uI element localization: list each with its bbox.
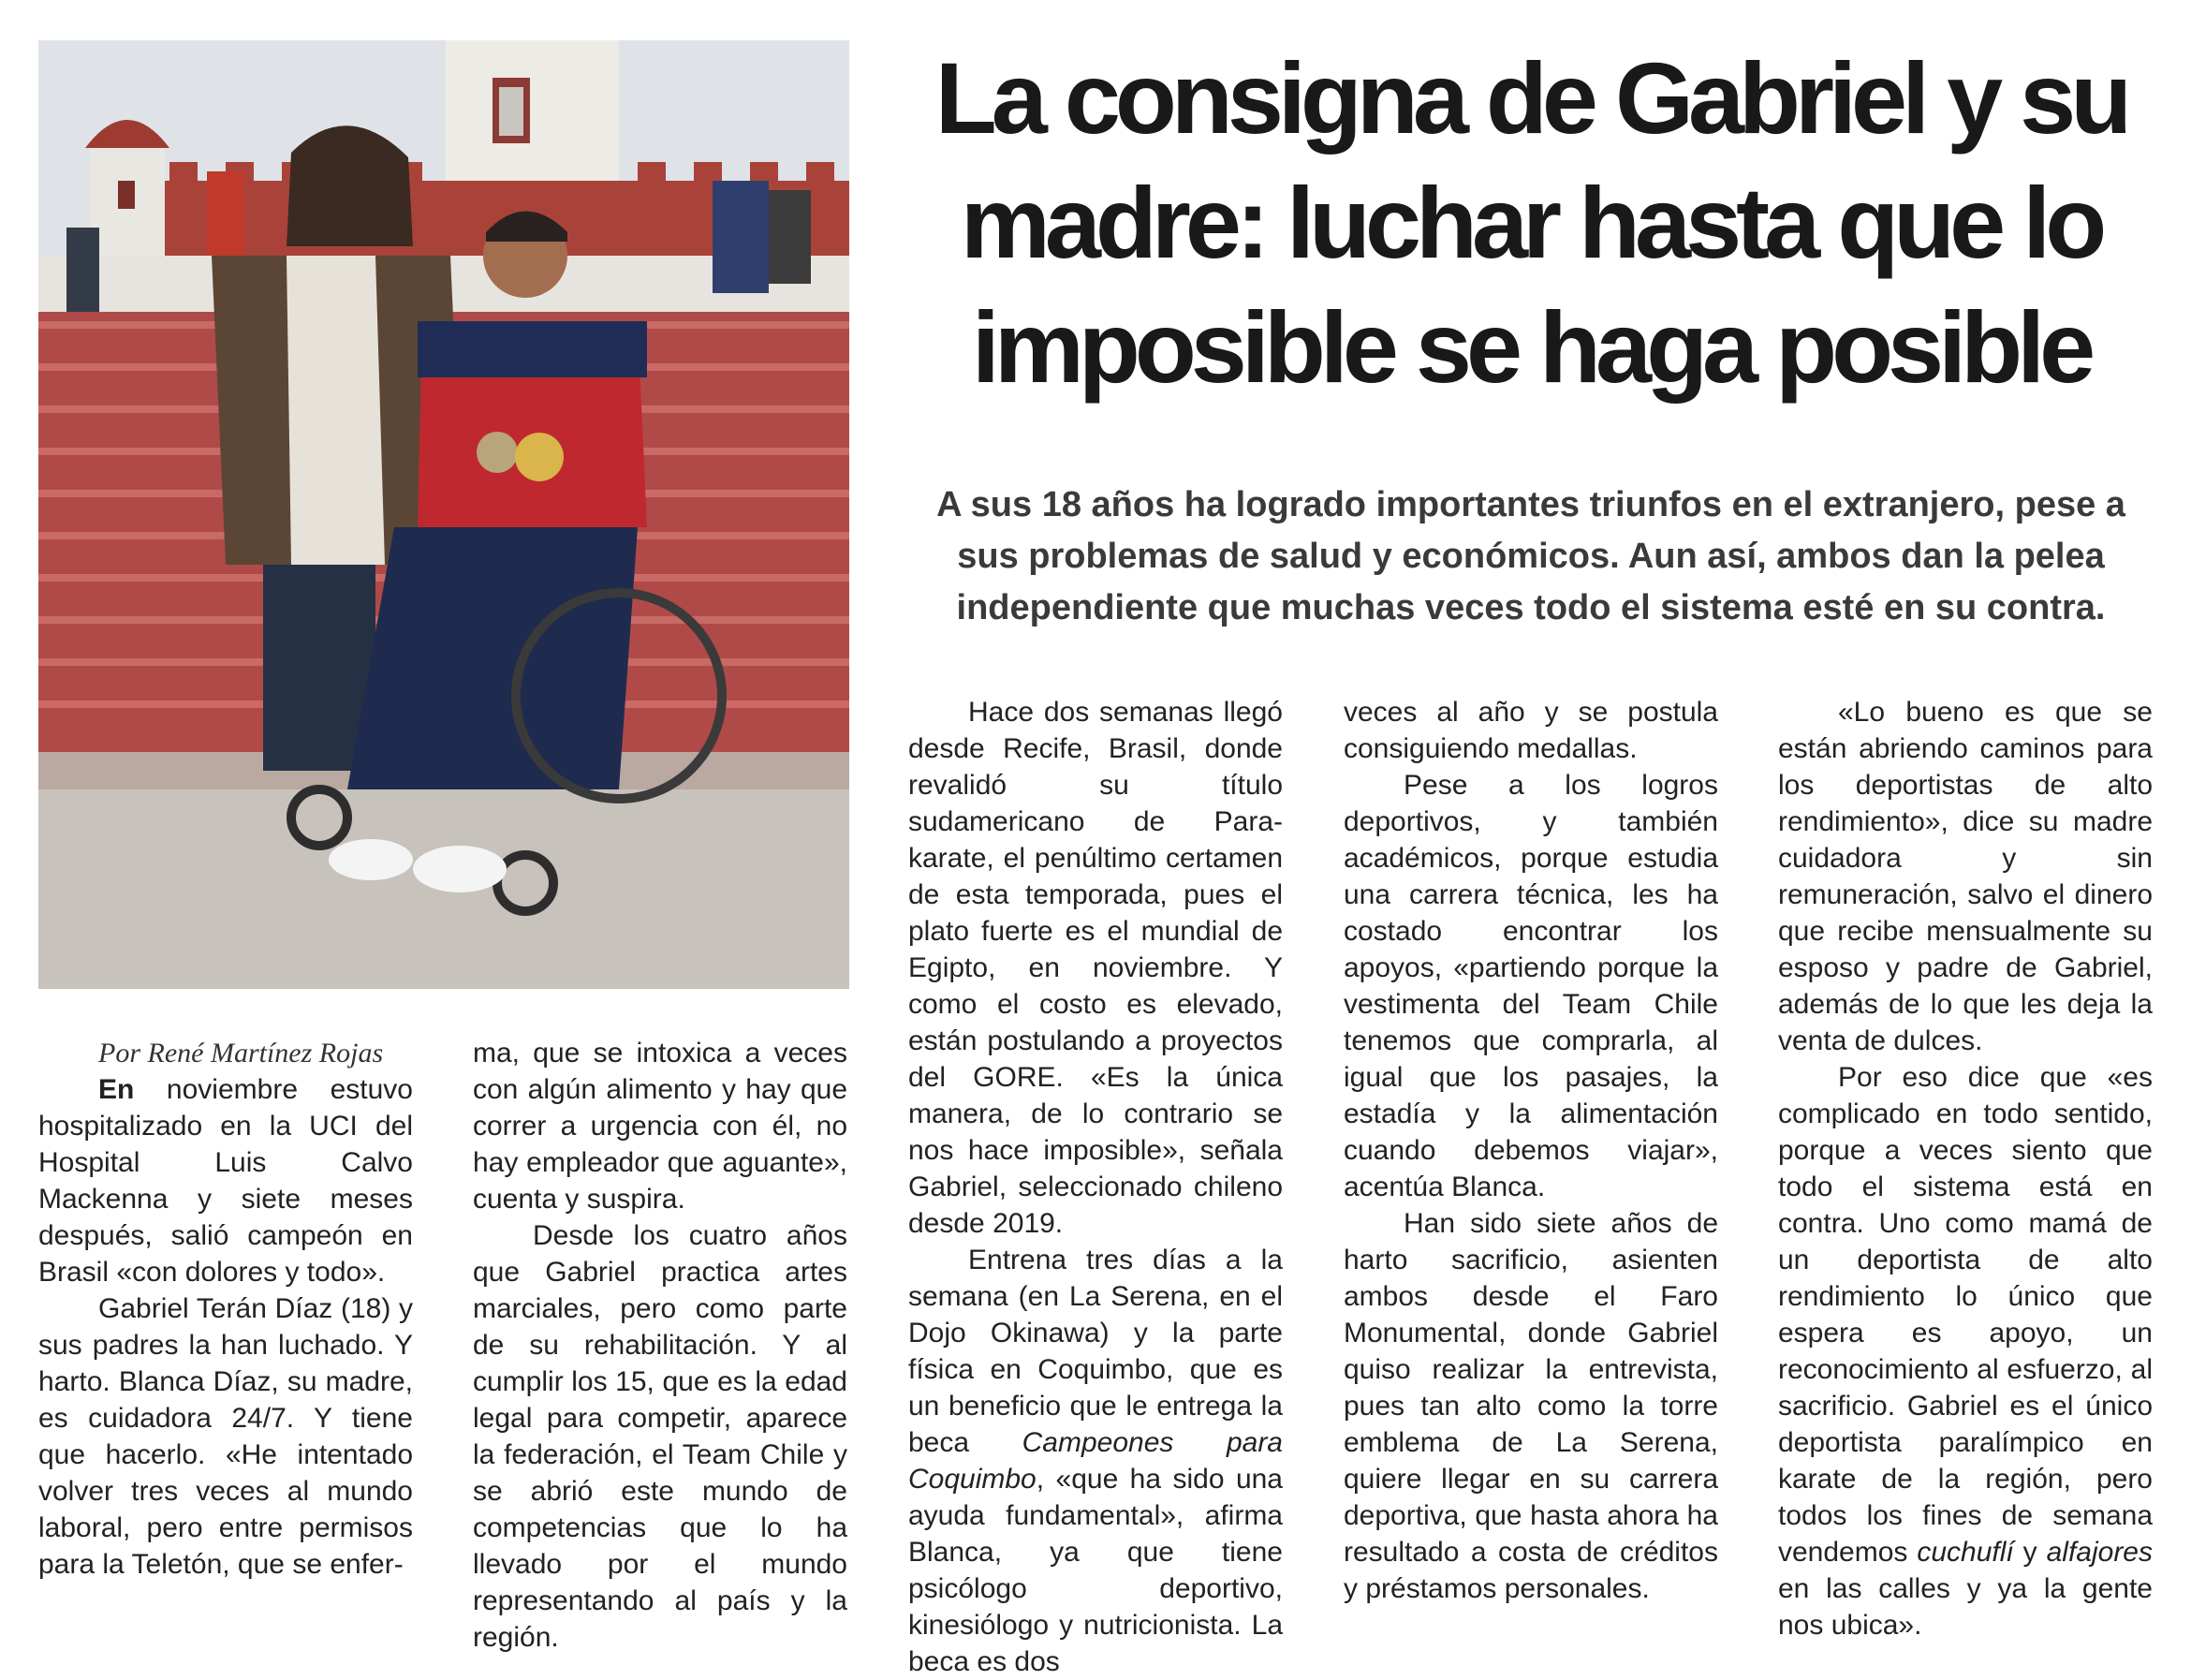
paragraph: Pese a los logros deportivos, y también académicos, porque estudia una carrera técnica, les ha costado encontrar los apoyos, «partiendo porque la vestimenta del Team Chile tenemos que comprarla, al igual que los pasajes, la estadía y la alimentación cuando debemos viajar», acentúa Blanca. bbox=[1344, 770, 1718, 1202]
paragraph: Han sido siete años de harto sacrificio, asienten ambos desde el Faro Monumental, donde Gabriel quiso realizar la entrevista, pues tan alto como la torre emblema de La Serena, quiere llegar en su carrera deportiva, que hasta ahora ha resultado a costa de créditos y préstamos personales. bbox=[1344, 1208, 1718, 1604]
article-column-4 bbox=[1344, 694, 1718, 1607]
paragraph-text: noviembre estuvo hospitalizado en la UCI del Hospital Luis Calvo Mackenna y siete meses después, salió campeón en Brasil «con dolores y todo». bbox=[38, 1074, 413, 1288]
paragraph: Desde los cuatro años que Gabriel practica artes marciales, pero como parte de su rehabilitación. Y al cumplir los 15, que es la edad legal para competir, aparece la federación, el Team Chile y se abrió este mundo de competencias que lo ha llevado por el mundo representando al país y la región. bbox=[473, 1220, 847, 1653]
paragraph-text: Entrena tres días a la semana (en La Serena, en el Dojo Okinawa) y la parte física en Coquimbo, que es un beneficio que le entrega la beca bbox=[908, 1245, 1283, 1458]
italic-text: Campeones para Coquimbo bbox=[908, 1427, 1283, 1495]
paragraph bbox=[908, 1242, 1283, 1680]
article-column-1 bbox=[38, 1035, 413, 1583]
paragraph: «Lo bueno es que se están abriendo caminos para los deportistas de alto rendimiento», dice su madre cuidadora y sin remuneración, salvo el dinero que recibe mensualmente su esposo y padre de Gabriel, además de lo que les deja la venta de dulces. bbox=[1778, 697, 2153, 1056]
italic-text: cuchuflí bbox=[1917, 1537, 2014, 1568]
article-column-5 bbox=[1778, 694, 2153, 1643]
paragraph-text: y bbox=[2013, 1537, 2047, 1568]
article-photo bbox=[38, 40, 849, 989]
paragraph bbox=[1778, 1059, 2153, 1643]
subheadline: A sus 18 años ha logrado importantes triunfos en el extranjero, pese a sus problemas de salud y económicos. Aun así, ambos dan la pelea independiente que muchas veces todo el sistema esté en su contra. bbox=[936, 485, 2125, 627]
paragraph-text: , «que ha sido una ayuda fundamental», afirma Blanca, ya que tiene psicólogo deportivo, kinesiólogo y nutricionista. La beca es dos bbox=[908, 1464, 1283, 1677]
paragraph-text: Por eso dice que «es complicado en todo sentido, porque a veces siento que todo el sistema está en contra. Uno como mamá de un deportista de alto rendimiento lo único que espera es apoyo, un reconocimiento al esfuerzo, al sacrificio. Gabriel es el único deportista paralímpico en karate de la región, pero todos los fines de semana vendemos bbox=[1778, 1062, 2153, 1568]
paragraph bbox=[38, 1071, 413, 1290]
byline: Por René Martínez Rojas bbox=[98, 1038, 384, 1068]
lead-word: En bbox=[98, 1074, 135, 1105]
paragraph: Hace dos semanas llegó desde Recife, Brasil, donde revalidó su título sudamericano de Para-karate, el penúltimo certamen de esta temporada, pues el plato fuerte es el mundial de Egipto, en noviembre. Y como el costo es elevado, están postulando a proyectos del GORE. «Es la única manera, de lo contrario se nos hace imposible», señala Gabriel, seleccionado chileno desde 2019. bbox=[908, 697, 1283, 1239]
headline: La consigna de Gabriel y su madre: luchar hasta que lo imposible se haga posible bbox=[934, 41, 2127, 404]
paragraph: veces al año y se postula consiguiendo medallas. bbox=[1344, 697, 1718, 764]
paragraph: Gabriel Terán Díaz (18) y sus padres la han luchado. Y harto. Blanca Díaz, su madre, es cuidadora 24/7. Y tiene que hacerlo. «He intentado volver tres veces al mundo laboral, pero entre permisos para la Teletón, que se enfer- bbox=[38, 1293, 413, 1580]
article-column-3 bbox=[908, 694, 1283, 1680]
paragraph-text: en las calles y ya la gente nos ubica». bbox=[1778, 1573, 2153, 1641]
article-column-2 bbox=[473, 1035, 847, 1656]
paragraph: ma, que se intoxica a veces con algún alimento y hay que correr a urgencia con él, no hay empleador que aguante», cuenta y suspira. bbox=[473, 1038, 847, 1215]
italic-text: alfajores bbox=[2046, 1537, 2153, 1568]
